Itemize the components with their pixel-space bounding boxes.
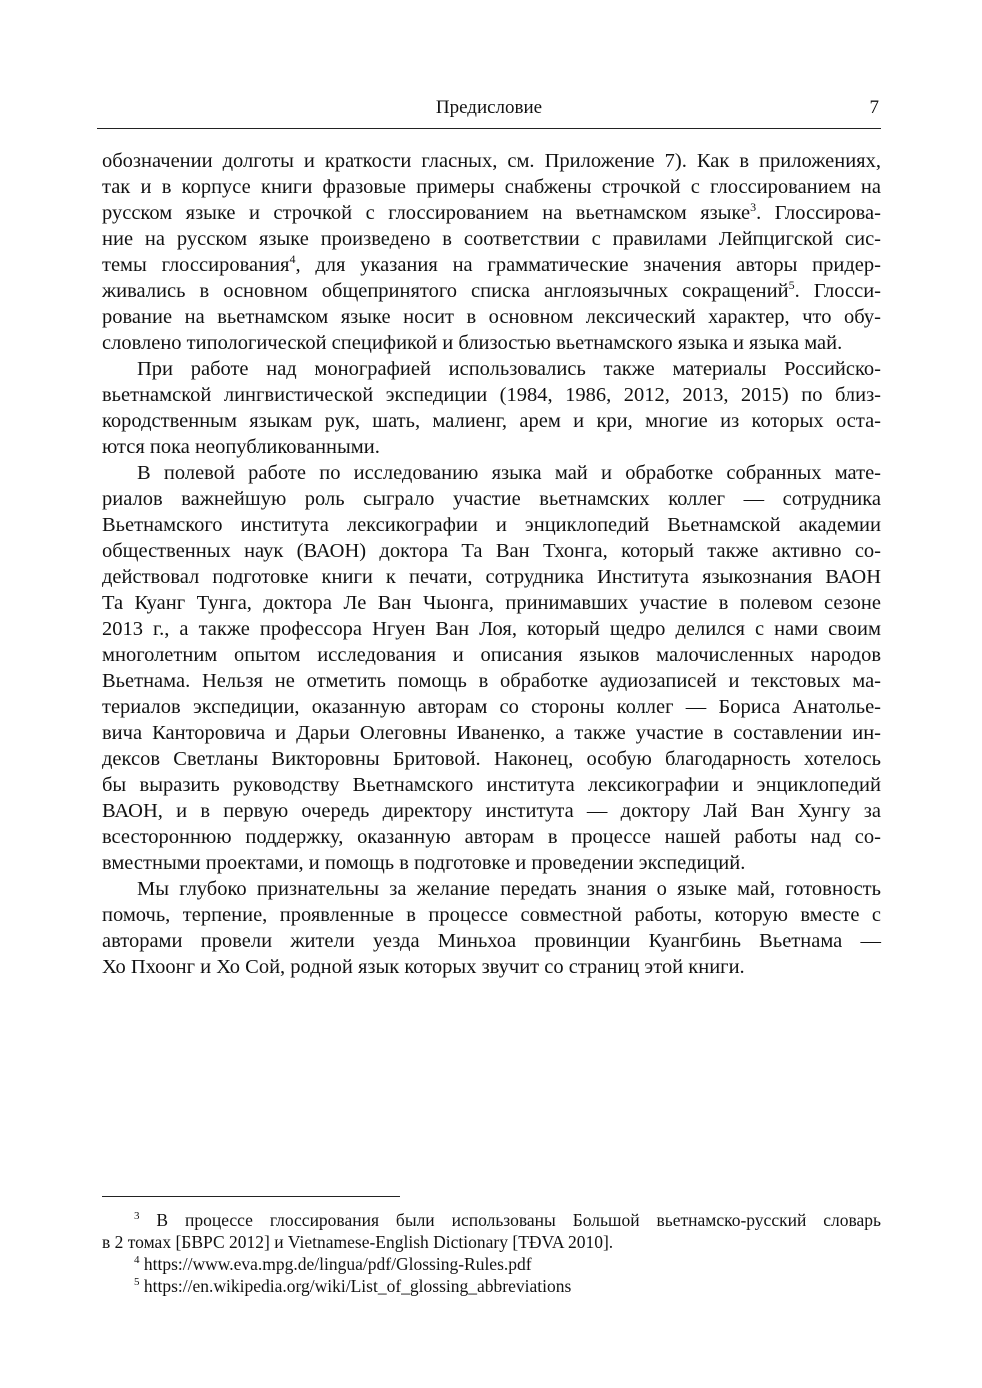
text-line: дексов Светланы Викторовны Бритовой. Наконец, особую благодарность хотелось: [102, 748, 881, 770]
text-line: Вьетнамского института лексикографии и энциклопедий Вьетнамской академии: [102, 514, 881, 536]
text-line: рование на вьетнамском языке носит в основном лексический характер, что обу-: [102, 306, 881, 328]
text-line: авторами провели жители уезда Миньхоа провинции Куангбинь Вьетнама —: [102, 930, 881, 952]
text-line: общественных наук (ВАОН) доктора Та Ван Тхонга, который также активно со-: [102, 540, 881, 562]
text-line: вьетнамской лингвистической экспедиции (1984, 1986, 2012, 2013, 2015) по близ-: [102, 384, 881, 406]
text-line: ются пока неопубликованными.: [102, 436, 380, 458]
footnote-3-continuation: в 2 томах [БВРС 2012] и Vietnamese-English Dictionary [TĐVA 2010].: [102, 1232, 614, 1252]
text-line: помочь, терпение, проявленные в процессе совместной работы, которую вместе с: [102, 904, 881, 926]
running-header: [97, 96, 881, 129]
footnote-url: https://en.wikipedia.org/wiki/List_of_glossing_abbreviations: [143, 1276, 572, 1296]
text-line: ние на русском языке произведено в соответствии с правилами Лейпцигской сис-: [102, 228, 881, 250]
footnote-separator: [102, 1196, 400, 1197]
text-line: словлено типологической спецификой и близостью вьетнамского языка и языка май.: [102, 332, 843, 354]
footnote-ref-5: 5: [788, 278, 795, 292]
page-number: 7: [869, 97, 879, 118]
text-line: Мы глубоко признательны за желание передать знания о языке май, готовность: [137, 878, 881, 900]
text-line: 2013 г., а также профессора Нгуен Ван Лоя, который щедро делился с нами своим: [102, 618, 881, 640]
footnote-5: [134, 1275, 881, 1297]
footnote-mark: 5: [134, 1276, 140, 1288]
text-line: вместными проектами, и помощь в подготовке и проведении экспедиций.: [102, 852, 746, 874]
text-line: бы выразить руководству Вьетнамского института лексикографии и энциклопедий: [102, 774, 881, 796]
footnote-text: В процессе глоссирования были использованы Большой вьетнамско-русский словарь: [156, 1210, 882, 1230]
text-line: многолетним опытом исследования и описания языков малочисленных народов: [102, 644, 881, 666]
footnote-mark: 4: [134, 1254, 140, 1266]
text-line: действовал подготовке книги к печати, сотрудника Института языкознания ВАОН: [102, 566, 881, 588]
text-line: обозначении долготы и краткости гласных, см. Приложение 7). Как в приложениях,: [102, 150, 881, 172]
footnote-3: [134, 1209, 881, 1231]
text-line: териалов экспедиции, оказанную авторам со стороны коллег — Бориса Анатолье-: [102, 696, 881, 718]
footnote-mark: 3: [134, 1210, 140, 1222]
text-line: так и в корпусе книги фразовые примеры снабжены строчкой с глоссированием на: [102, 176, 881, 198]
text-line: риалов важнейшую роль сыграло участие вьетнамских коллег — сотрудника: [102, 488, 881, 510]
text-fragment: темы глоссирования: [102, 254, 290, 276]
running-title: Предисловие: [435, 97, 543, 118]
footnote-ref-4: 4: [289, 252, 296, 266]
text-line: В полевой работе по исследованию языка май и обработке собранных мате-: [137, 462, 881, 484]
text-line: Та Куанг Тунга, доктора Ле Ван Чыонга, принимавших участие в полевом сезоне: [102, 592, 881, 614]
text-line: [102, 278, 881, 304]
footnote-ref-3: 3: [750, 200, 757, 214]
text-line: Хо Пхоонг и Хо Сой, родной язык которых звучит со страниц этой книги.: [102, 956, 745, 978]
footnote-url: https://www.eva.mpg.de/lingua/pdf/Glossing-Rules.pdf: [143, 1254, 532, 1274]
text-line: [102, 200, 881, 226]
text-line: При работе над монографией использовались также материалы Российско-: [137, 358, 881, 380]
text-line: вича Канторовича и Дарьи Олеговны Иваненко, а также участие в составлении ин-: [102, 722, 881, 744]
text-line: всестороннюю поддержку, оказанную авторам в процессе нашей работы над со-: [102, 826, 881, 848]
text-line: ВАОН, и в первую очередь директору института — доктору Лай Ван Хунгу за: [102, 800, 881, 822]
text-fragment: русском языке и строчкой с глоссированием на вьетнамском языке: [102, 202, 751, 224]
text-fragment: . Глоссирова-: [756, 202, 881, 224]
text-line: Вьетнама. Нельзя не отметить помощь в обработке аудиозаписей и текстовых ма-: [102, 670, 881, 692]
text-fragment: , для указания на грамматические значения авторы придер-: [295, 254, 881, 276]
text-fragment: . Глосси-: [794, 280, 882, 302]
footnote-4: [134, 1253, 881, 1275]
text-fragment: живались в основном общепринятого списка англоязычных сокращений: [102, 280, 789, 302]
text-line: кородственным языкам рук, шать, малиенг, арем и кри, многие из которых оста-: [102, 410, 881, 432]
text-line: [102, 252, 881, 278]
